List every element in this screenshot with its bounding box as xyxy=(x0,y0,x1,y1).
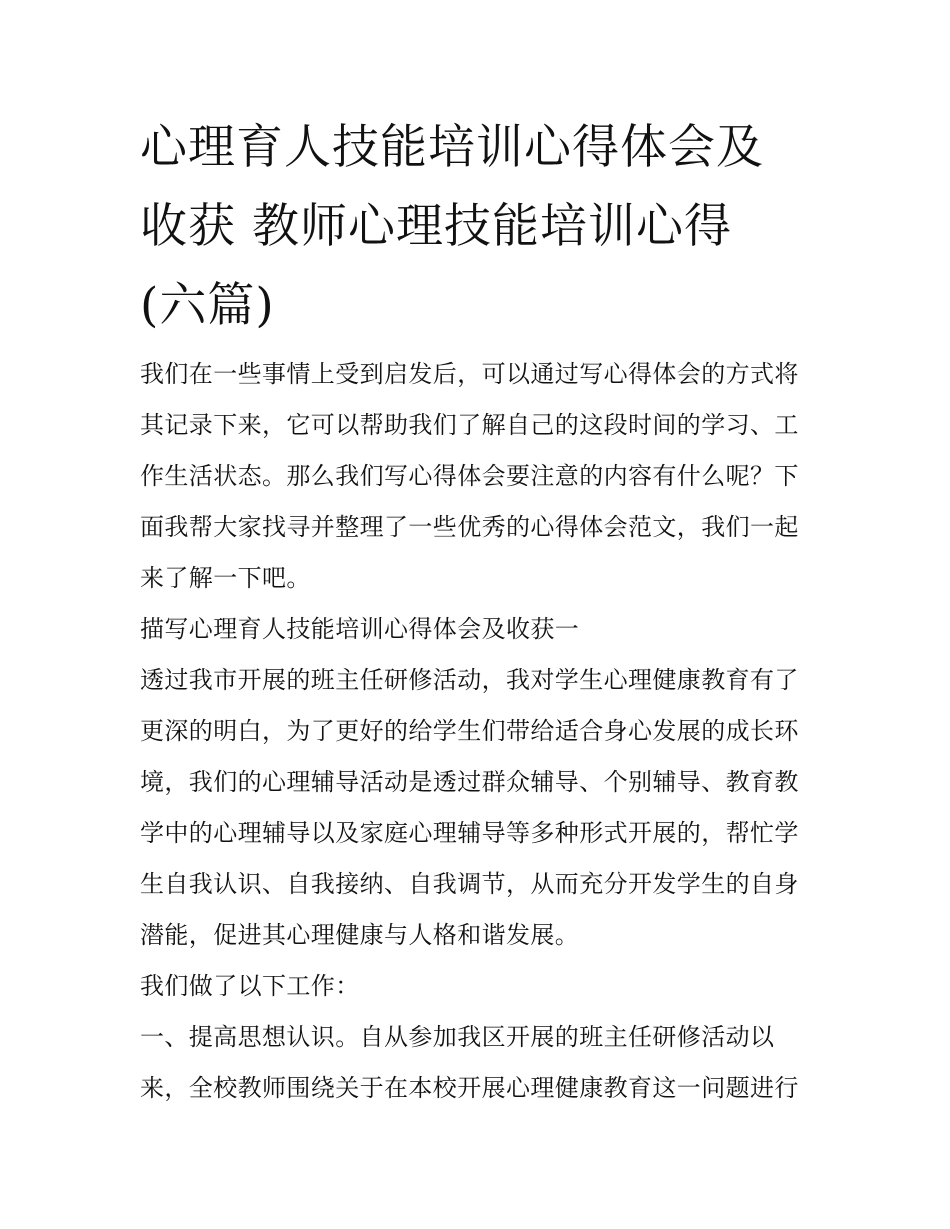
document-body xyxy=(140,349,820,1114)
document-title: 心理育人技能培训心得体会及 收获 教师心理技能培训心得 (六篇) xyxy=(140,120,764,333)
document-page xyxy=(140,108,820,1114)
section-heading: 描写心理育人技能培训心得体会及收获一 xyxy=(140,615,580,643)
body-paragraph: 我们做了以下工作： xyxy=(140,972,360,1000)
intro-paragraph: 我们在一些事情上受到启发后，可以通过写心得体会的方式将其记录下来，它可以帮助我们了解自己的这段时间的学习、工作生活状态。那么我们写心得体会要注意的内容有什么呢？下面我帮大家找寻并整理了一些优秀的心得体会范文，我们一起来了解一下吧。 xyxy=(140,360,799,592)
body-paragraph: 透过我市开展的班主任研修活动，我对学生心理健康教育有了更深的明白，为了更好的给学生们带给适合身心发展的成长环境，我们的心理辅导活动是透过群众辅导、个别辅导、教育教学中的心理辅导以及家庭心理辅导等多种形式开展的，帮忙学生自我认识、自我接纳、自我调节，从而充分开发学生的自身潜能，促进其心理健康与人格和谐发展。 xyxy=(140,666,799,949)
body-paragraph: 一、提高思想认识。自从参加我区开展的班主任研修活动以来，全校教师围绕关于在本校开展心理健康教育这一问题进行 xyxy=(140,1023,799,1102)
